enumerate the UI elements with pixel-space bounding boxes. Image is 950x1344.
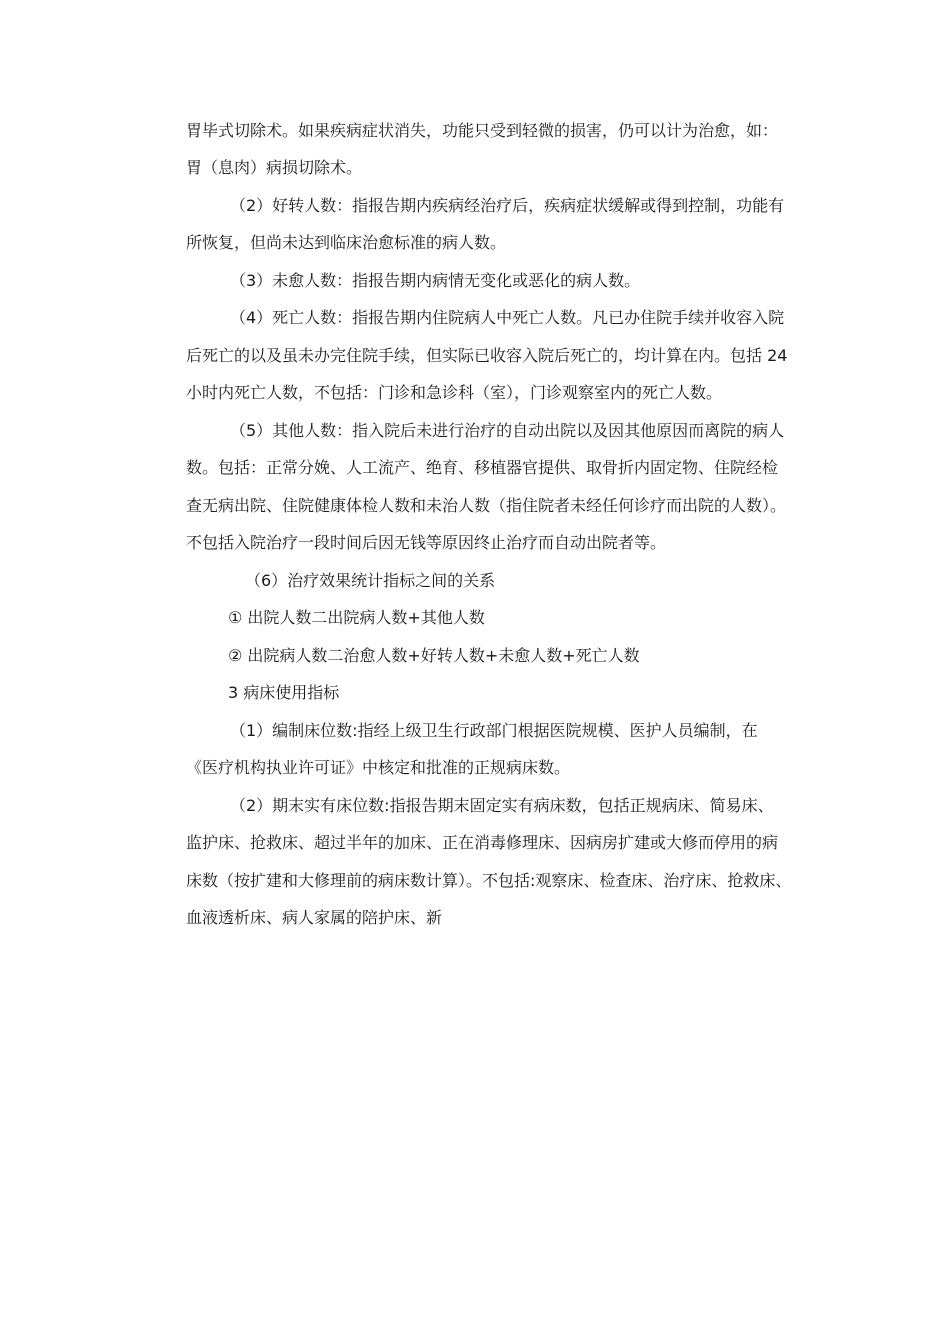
text-line-13: （6）治疗效果统计指标之间的关系 <box>245 571 496 590</box>
text-line-8: 小时内死亡人数，不包括：门诊和急诊科（室），门诊观察室内的死亡人数。 <box>186 383 723 402</box>
text-line-19: （2）期末实有床位数:指报告期末固定实有病床数，包括正规病床、简易床、 <box>230 796 774 815</box>
text-line-4: 所恢复，但尚未达到临床治愈标准的病人数。 <box>186 233 507 252</box>
text-line-16: 3 病床使用指标 <box>228 683 340 702</box>
text-line-10: 数。包括：正常分娩、人工流产、绝育、移植器官提供、取骨折内固定物、住院经检 <box>186 458 779 477</box>
text-line-5: （3）未愈人数：指报告期内病情无变化或恶化的病人数。 <box>230 271 641 290</box>
text-line-17: （1）编制床位数:指经上级卫生行政部门根据医院规模、医护人员编制，在 <box>230 721 758 740</box>
text-line-6: （4）死亡人数：指报告期内住院病人中死亡人数。凡已办住院手续并收容入院 <box>230 308 785 327</box>
text-line-7: 后死亡的以及虽未办完住院手续，但实际已收容入院后死亡的，均计算在内。包括 24 <box>186 346 788 365</box>
text-line-11: 查无病出院、住院健康体检人数和未治人数（指住院者未经任何诊疗而出院的人数）。 <box>186 496 787 515</box>
text-line-3: （2）好转人数：指报告期内疾病经治疗后，疾病症状缓解或得到控制，功能有 <box>230 196 785 215</box>
text-line-2: 胃（息肉）病损切除术。 <box>186 158 363 177</box>
text-line-14: ① 出院人数二出院病人数+其他人数 <box>228 608 485 627</box>
text-line-20: 监护床、抢救床、超过半年的加床、正在消毒修理床、因病房扩建或大修而停用的病 <box>186 833 779 852</box>
text-line-21: 床数（按扩建和大修理前的病床数计算）。不包括:观察床、检查床、治疗床、抢救床、 <box>186 871 792 890</box>
text-line-22: 血液透析床、病人家属的陪护床、新 <box>186 908 443 927</box>
text-line-12: 不包括入院治疗一段时间后因无钱等原因终止治疗而自动出院者等。 <box>186 533 667 552</box>
text-line-9: （5）其他人数：指入院后未进行治疗的自动出院以及因其他原因而离院的病人 <box>230 421 785 440</box>
text-line-1: 胃毕式切除术。如果疾病症状消失，功能只受到轻微的损害，仍可以计为治愈，如： <box>186 121 779 140</box>
text-line-15: ② 出院病人数二治愈人数+好转人数+未愈人数+死亡人数 <box>228 646 640 665</box>
text-line-18: 《医疗机构执业许可证》中核定和批准的正规病床数。 <box>186 758 571 777</box>
